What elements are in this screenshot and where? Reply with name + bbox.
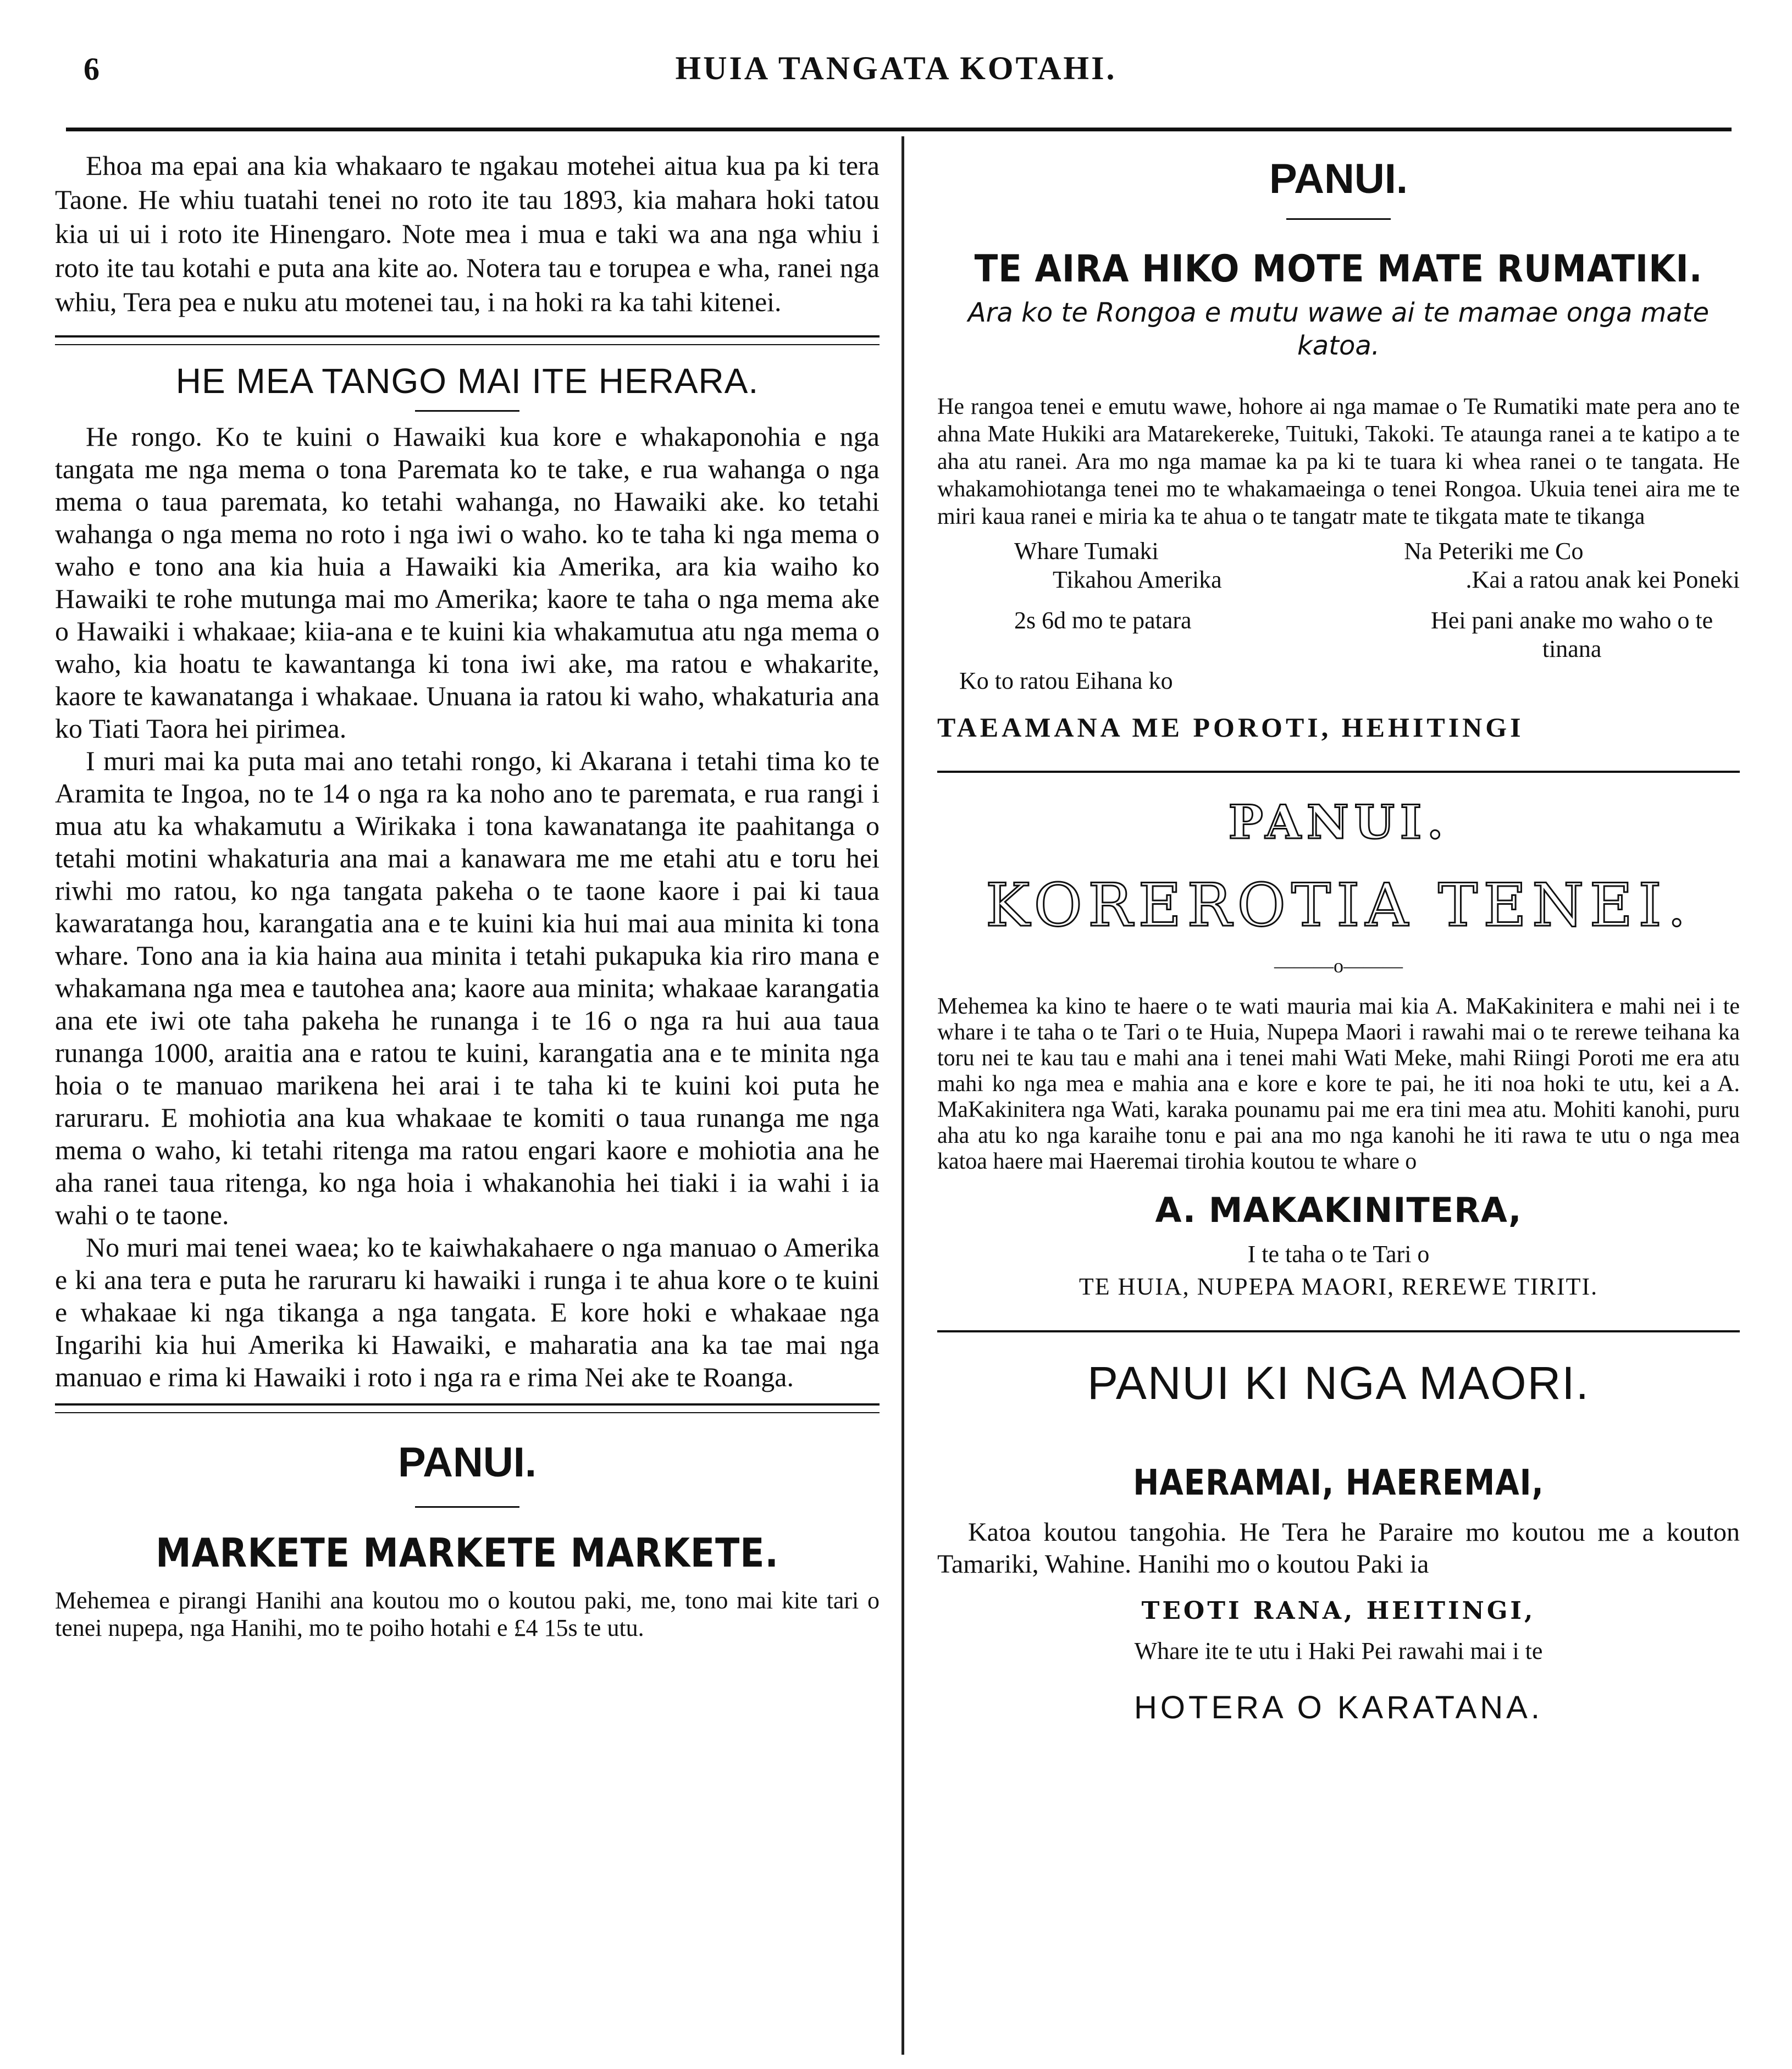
article-paragraph-3: No muri mai tenei waea; ko te kaiwhakahaere o nga manuao o Amerika e ki ana tera e puta he raruraru ki hawaiki i runga i te ahua kore o te kuini e whakaae ki nga tikanga a nga tangata. E kore hoki e whakaae nga Ingarihi kia hui Amerika ki Hawaiki, e maharatia ana ka tae mai nga manuao e rima ki Hawaiki i roto i nga ra e rima Nei ake te Roanga. <box>55 1232 880 1392</box>
aira-agents: TAEAMANA ME POROTI, HEHITINGI <box>937 712 1524 743</box>
right-column <box>937 148 1740 1726</box>
masthead-title: HUIA TANGATA KOTAHI. <box>675 50 1117 86</box>
aira-price: 2s 6d mo te patara <box>1014 607 1192 634</box>
page-number: 6 <box>84 51 99 87</box>
aira-hiko-subtitle: Ara ko te Rongoa e mutu wawe ai te mamae onga mate katoa. <box>967 297 1710 361</box>
left-column <box>55 148 880 1642</box>
aira-hiko-heading: TE AIRA HIKO MOTE MATE RUMATIKI. <box>974 247 1703 291</box>
intro-paragraph: Ehoa ma epai ana kia whakaaro te ngakau motehei aitua kua pa ki tera Taone. He whiu tuatahi tenei no roto ite tau 1893, kia mahara hoki tatou kia ui ui i roto ite Hinengaro. Note mea i mua e taki wa ana nga whiu i roto ite tau kotahi e puta ana kite ao. Notera tau e torupea e wha, ranei nga whiu, Tera pea e nuku atu motenei tau, i na hoki ra ka tahi kitenei. <box>55 150 880 317</box>
column-divider <box>901 136 904 2055</box>
header-rule <box>66 128 1732 131</box>
teoti-name: TEOTI RANA, HEITINGI, <box>1141 1597 1536 1625</box>
section-rule <box>55 335 880 345</box>
aira-hiko-price-row <box>937 606 1740 663</box>
panui-maori-heading: PANUI KI NGA MAORI. <box>1087 1357 1590 1409</box>
article-title: HE MEA TANGO MAI ITE HERARA. <box>175 361 759 401</box>
haeramai-heading: HAERAMAI, HAEREMAI, <box>1133 1463 1544 1503</box>
section-rule <box>937 1330 1740 1332</box>
panui-underline <box>1286 218 1391 220</box>
article-paragraph-2: I muri mai ka puta mai ano tetahi rongo, ki Akarana i tetahi tima ko te Aramita te Ingoa, no te 14 o nga ra ka noho ano te paremata, e rua rangi i mua atu ka whakamutu a Wirikaka i tona kawanatanga ite paahitanga o tetahi motini whakaturia ana mai a kanawara me me etahi atu e toru hei riwhi mo ratou, ko nga tangata pakeha o te taone kaore i pai ki taua kawaratanga hou, karangatia ana e te kuini kia hui mai aua minita ki tona whare. Tono ana ia kia haina aua minita i tetahi pukapuka kia riro mana e whakamana nga mea e tautohea ana; kaore aua minita; whakaae karangatia ana ete iwi ote taha pakeha he runanga i te 16 o nga ra hui aua taua runanga 1000, araitia ana e ratou te kuini, karangatia ana e te minita nga hoia o te manuao marikena hei arai i te taha ki te kuini koi puta he raruraru. E mohiotia ana kua whakaae te komiti o taua runanga me nga mema o waho, ki tetahi ritenga ma ratou engari kaore e mohiotia ana he aha ranei taua ritenga, ko nga hoia i whakanohia hei tiaki i ia wahi i ia wahi o te taone. <box>55 745 880 1230</box>
aira-right-line-2: .Kai a ratou anak kei Poneki <box>1465 566 1740 593</box>
makakinitera-name: A. MAKAKINITERA, <box>1155 1190 1522 1230</box>
aira-right-line-1: Na Peteriki me Co <box>1404 538 1584 565</box>
article-paragraph-1: He rongo. Ko te kuini o Hawaiki kua kore e whakaponohia e nga tangata me nga mema o tona Paremata ko te take, e rua wahanga o nga mema o taua paremata, ko tetahi wahanga, no Hawaiki ake. ko tetahi wahanga o nga mema no roto i nga iwi o waho. ko te taha ki nga mema o waho e tono ana kia huia a Hawaiki kia Amerika, ara kia waiho ko Hawaiki te rohe mutunga mai mo Amerika; kaore te taha o nga mema ake o Hawaiki i whakaae; kiia-ana e te kuini kia whakamutua atu nga mema o waho, kia hoatu te kawantanga ki tona iwi ake, ma ratou e whakarite, kaore te kawanatanga i whakaae. Unuana ia ratou ki waho, whakaturia ana ko Tiati Taora hei pirimea. <box>55 421 880 744</box>
whare-line: Whare ite te utu i Haki Pei rawahi mai i te <box>1134 1638 1543 1664</box>
aira-hiko-text: He rangoa tenei e emutu wawe, hohore ai nga mamae o Te Rumatiki mate pera ano te ahna Mate Hukiki ara Matarekereke, Tuituki, Takoki. Te ataunga ranei a te katipo a te aha atu ranei. Ara mo nga mamae ka pa ki te tuara ki whea ranei o te tangata. He whakamohiotanga tenei mo te whakamaeinga o tenei Rongoa. Ukuia tenei aira me te miri kaua ranei e miria ka te ahua o te tangatr mate te tikgata mate te tikanga <box>937 394 1740 529</box>
section-rule <box>937 771 1740 773</box>
aira-left-line-1: Whare Tumaki <box>1014 538 1159 565</box>
korerotia-heading: KOREROTIA TENEI. <box>985 871 1692 940</box>
panui-heading: PANUI. <box>398 1439 537 1486</box>
makakinitera-address-2: TE HUIA, NUPEPA MAORI, REREWE TIRITI. <box>1078 1273 1599 1300</box>
haeramai-text: Katoa koutou tangohia. He Tera he Paraire mo koutou me a kouton Tamariki, Wahine. Hanihi mo o koutou Paki ia <box>937 1518 1740 1579</box>
aira-left-line-2: Tikahou Amerika <box>1053 566 1222 593</box>
markete-text: Mehemea e pirangi Hanihi ana koutou mo o koutou paki, me, tono mai kite tari o tenei nupepa, nga Hanihi, mo te poiho hotahi e £4 15s te utu. <box>55 1587 880 1641</box>
panui-underline <box>415 1506 519 1508</box>
section-rule <box>55 1403 880 1413</box>
panui-heading: PANUI. <box>1228 795 1449 849</box>
hotera-heading: HOTERA O KARATANA. <box>1134 1690 1543 1725</box>
aira-hiko-details <box>937 537 1740 594</box>
title-underline <box>415 410 519 412</box>
korerotia-text: Mehemea ka kino te haere o te wati mauria mai kia A. MaKakinitera e mahi nei i te whare i te taha o te Tari o te Huia, Nupepa Maori i rawahi mai o te rerewe teihana ka toru nei te kau tau e mahi ana i tenei mahi Wati Meke, mahi Riingi Poroti me era atu mahi ko nga mea e mahia ana e kore e kore te pai, he iti noa hoki te utu, kei a A. MaKakinitera nga Wati, karaka pounamu pai me era tini mea atu. Mohiti kanohi, puru aha atu ko nga karaihe tonu e pai ana mo nga kanohi he iti rawa te utu o nga mea katoa haere mai Haeremai tirohia koutou te whare o <box>937 994 1740 1174</box>
makakinitera-address-1: I te taha o te Tari o <box>1247 1241 1430 1268</box>
aira-use: Hei pani anake mo waho o te tinana <box>1431 607 1713 662</box>
panui-heading: PANUI. <box>1269 156 1408 202</box>
markete-heading: MARKETE MARKETE MARKETE. <box>156 1530 779 1576</box>
korerotia-ornament: ———o——— <box>1274 955 1403 977</box>
aira-agents-label: Ko to ratou Eihana ko <box>959 667 1173 694</box>
